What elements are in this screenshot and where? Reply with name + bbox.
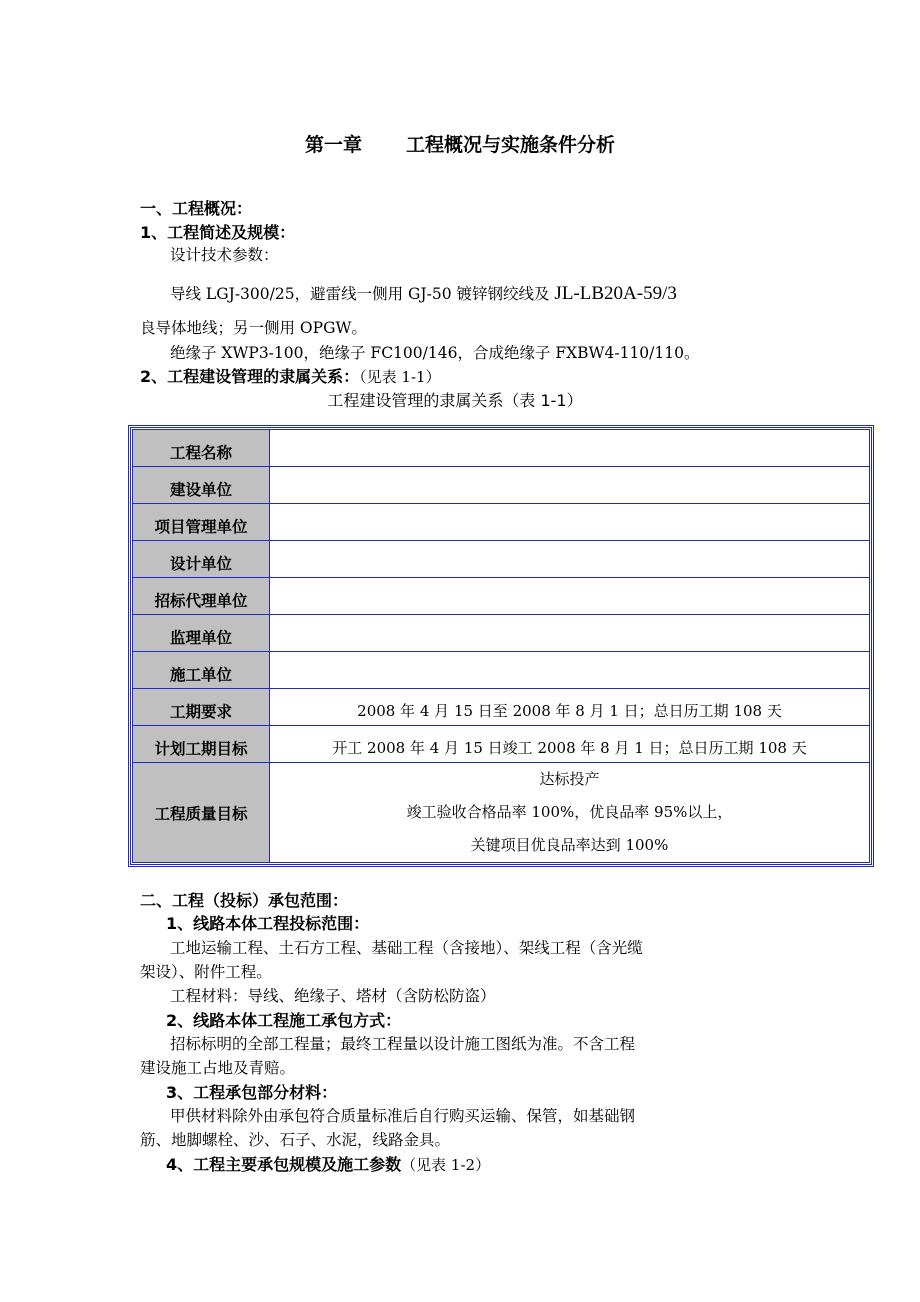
s1-line3: 工程材料：导线、绝缘子、塔材（含防松防盗）	[170, 987, 496, 1005]
row-label: 工期要求	[133, 689, 270, 726]
table-row	[133, 467, 870, 504]
quality-cell	[270, 763, 870, 863]
table-row	[133, 726, 870, 763]
table-row	[133, 504, 870, 541]
conductor-line	[170, 282, 677, 305]
row-value	[270, 541, 870, 578]
management-table-grid	[132, 429, 870, 863]
row-label: 项目管理单位	[133, 504, 270, 541]
row-label: 监理单位	[133, 615, 270, 652]
sub2-heading-text: 2、工程建设管理的隶属关系：	[140, 367, 360, 386]
sub2-heading	[140, 364, 441, 387]
row-value: 2008 年 4 月 15 日至 2008 年 8 月 1 日；总日历工期 108 天	[270, 689, 870, 726]
s4-heading	[166, 1152, 490, 1175]
row-value	[270, 504, 870, 541]
section1-heading: 一、工程概况：	[140, 199, 253, 218]
s1-line1: 工地运输工程、土石方工程、基础工程（含接地）、架线工程（含光缆	[170, 939, 643, 957]
quality-line: 关键项目优良品率达到 100%	[470, 836, 669, 854]
row-value: 开工 2008 年 4 月 15 日竣工 2008 年 8 月 1 日；总日历工期 108 天	[270, 726, 870, 763]
row-label: 计划工期目标	[133, 726, 270, 763]
row-label: 工程质量目标	[133, 763, 270, 863]
s2-line2: 建设施工占地及青赔。	[140, 1059, 296, 1077]
sub1-heading: 1、工程简述及规模：	[140, 223, 296, 242]
chapter-title: 工程概况与实施条件分析	[406, 134, 616, 156]
row-value	[270, 652, 870, 689]
s3-line2: 筋、地脚螺栓、沙、石子、水泥，线路金具。	[140, 1131, 451, 1149]
insulator-line: 绝缘子 XWP3-100，绝缘子 FC100/146，合成绝缘子 FXBW4-110/110。	[170, 344, 700, 362]
s4-heading-text: 4、工程主要承包规模及施工参数	[166, 1155, 402, 1174]
row-value	[270, 467, 870, 504]
table-caption: 工程建设管理的隶属关系（表 1-1）	[327, 391, 583, 410]
row-label: 建设单位	[133, 467, 270, 504]
s1-line2: 架设）、附件工程。	[140, 963, 272, 981]
row-label: 工程名称	[133, 430, 270, 467]
quality-line: 竣工验收合格品率 100%，优良品率 95%以上，	[406, 803, 733, 821]
row-label: 招标代理单位	[133, 578, 270, 615]
s2-line1: 招标标明的全部工程量；最终工程量以设计施工图纸为准。不含工程	[170, 1035, 636, 1053]
table-row	[133, 763, 870, 863]
table-row	[133, 541, 870, 578]
conductor-line-cont: 良导体地线；另一侧用 OPGW。	[140, 319, 367, 337]
s4-note: （见表 1-2）	[401, 1156, 491, 1174]
row-label: 设计单位	[133, 541, 270, 578]
table-row	[133, 578, 870, 615]
page-title	[0, 130, 920, 157]
management-table	[128, 425, 874, 867]
s3-line1: 甲供材料除外由承包符合质量标准后自行购买运输、保管，如基础钢	[170, 1107, 636, 1125]
row-value	[270, 430, 870, 467]
table-row	[133, 652, 870, 689]
sub2-note: （见表 1-1）	[359, 368, 441, 386]
table-row	[133, 430, 870, 467]
conductor-model: JL-LB20A-59/3	[554, 283, 677, 304]
chapter-number: 第一章	[304, 134, 362, 156]
row-value	[270, 578, 870, 615]
conductor-line-text: 导线 LGJ-300/25，避雷线一侧用 GJ-50 镀锌钢绞线及	[170, 285, 555, 303]
s3-heading: 3、工程承包部分材料：	[166, 1083, 338, 1102]
section2-heading: 二、工程（投标）承包范围：	[140, 891, 349, 910]
row-value	[270, 615, 870, 652]
row-label: 施工单位	[133, 652, 270, 689]
quality-line: 达标投产	[539, 770, 600, 788]
params-label: 设计技术参数：	[170, 246, 279, 264]
s1-heading: 1、线路本体工程投标范围：	[166, 914, 370, 933]
table-row	[133, 689, 870, 726]
table-row	[133, 615, 870, 652]
s2-heading: 2、线路本体工程施工承包方式：	[166, 1011, 402, 1030]
